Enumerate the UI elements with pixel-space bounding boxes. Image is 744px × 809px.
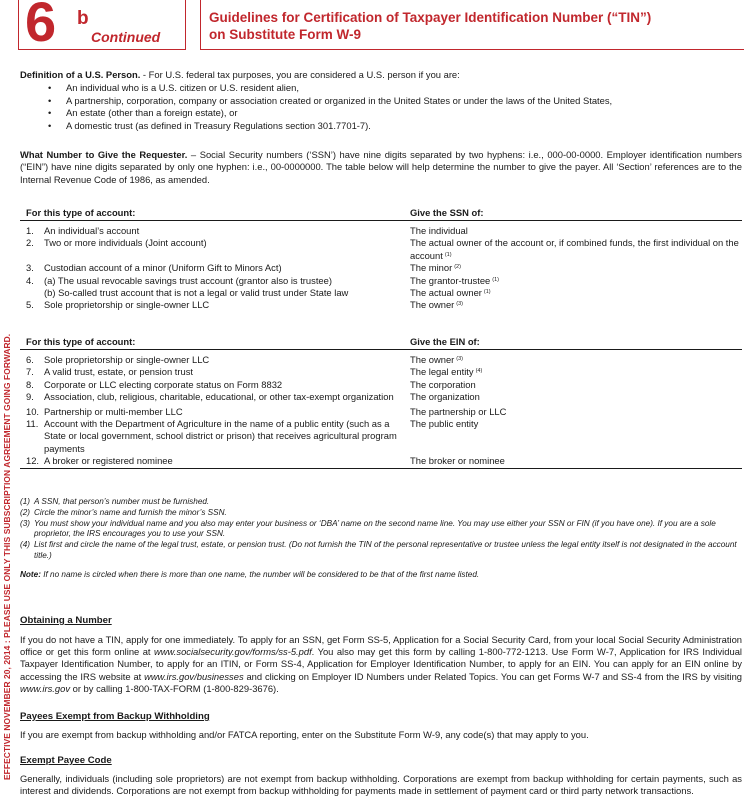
ein-col-give: Give the EIN of: (410, 336, 480, 347)
row-give-text: The partnership or LLC (410, 405, 507, 417)
footnote-text: Circle the minor’s name and furnish the minor’s SSN. (34, 507, 227, 517)
definition-section (20, 69, 742, 132)
section-letter: b (77, 8, 89, 29)
ssn-table (20, 206, 742, 312)
row-give-text: The public entity (410, 418, 479, 430)
row-footnote-ref: (3) (456, 301, 464, 308)
definition-list (20, 82, 742, 132)
row-footnote-ref: (2) (454, 264, 461, 271)
section-badge (18, 0, 186, 53)
row-footnote-ref: (1) (492, 276, 499, 283)
effective-date-sidebar (0, 240, 14, 780)
row-number: 8. (26, 378, 34, 390)
definition-item: • A domestic trust (as defined in Treasury Regulations section 301.7701-7). (66, 120, 742, 132)
irs-businesses-link[interactable]: www.irs.gov/businesses (144, 670, 244, 682)
row-give (410, 455, 742, 467)
row-account: (a) The usual revocable savings trust account (grantor also is trustee) (44, 274, 332, 286)
row-number: 10. (26, 405, 40, 417)
footnote (20, 540, 744, 562)
table-row (20, 225, 742, 237)
ein-table-header (20, 335, 742, 350)
obtaining-text-1: If you do not have a TIN, apply for one immediately. To apply for an SSN, get Form SS-5, Application for a Social Security Card, from your local Social Security Administration office or get this form online at (20, 633, 742, 658)
footnote (20, 508, 744, 519)
row-give-text: The actual owner of the account or, if combined funds, the first individual on the account (410, 237, 739, 261)
row-account: An individual’s account (44, 225, 140, 236)
row-give (410, 366, 742, 378)
row-give (410, 354, 742, 366)
row-give (410, 237, 742, 262)
row-account: Association, club, religious, charitable, educational, or other tax-exempt organization (44, 391, 394, 403)
row-number: 2. (26, 237, 34, 249)
row-give (410, 299, 742, 311)
row-give (410, 379, 742, 391)
obtaining-section (20, 615, 742, 696)
row-give-text: The actual owner (410, 287, 482, 299)
payees-section (20, 711, 742, 741)
table-row (20, 237, 742, 262)
row-number: 9. (26, 391, 34, 403)
row-account: Account with the Department of Agriculture in the name of a public entity (such as a State or local government, school district or prison) that receives agricultural program payments (44, 418, 397, 454)
row-number: 5. (26, 299, 34, 311)
table-row (20, 391, 742, 403)
row-give-text: The organization (410, 391, 480, 403)
note-text: If no name is circled when there is more than one name, the number will be considered to be that of the first name listed. (40, 569, 480, 579)
ssn-col-give: Give the SSN of: (410, 207, 484, 218)
row-give (410, 287, 742, 299)
row-footnote-ref: (1) (483, 289, 491, 296)
section-number: 6 (25, 0, 57, 53)
footnote (20, 497, 744, 508)
footnote-number: (1) (20, 497, 31, 506)
row-footnote-ref: (1) (444, 251, 452, 258)
row-give-text: The corporation (410, 378, 476, 390)
obtaining-heading: Obtaining a Number (20, 615, 112, 626)
row-give-text: The broker or nominee (410, 455, 505, 467)
row-account: Custodian account of a minor (Uniform Gift to Minors Act) (44, 262, 282, 274)
ssn-col-account: For this type of account: (26, 207, 136, 218)
footnote-text: A SSN, that person’s number must be furnished. (34, 497, 210, 506)
obtaining-text (20, 634, 742, 696)
table-row (20, 455, 742, 467)
requester-text: – Social Security numbers (‘SSN’) have nine digits separated by two hyphens: i.e., 000-00-0000. Employer identification numbers (“EIN”) have nine digits separated by only one hyphen: i.e., 00-0000000. The table below will help determine the number to give the payer. All ‘Section’ references are to the Internal Revenue Code of 1986, as amended. (20, 149, 742, 185)
definition-intro (20, 69, 742, 81)
note-line (20, 570, 744, 581)
footnote-number: (2) (20, 507, 31, 517)
section-continued: Continued (91, 29, 161, 45)
definition-label: Definition of a U.S. Person. (20, 69, 141, 80)
row-give (410, 275, 742, 287)
row-number: 7. (26, 366, 34, 378)
row-account: Two or more individuals (Joint account) (44, 237, 207, 249)
ein-table (20, 335, 742, 469)
row-account: (b) So-called trust account that is not a legal or valid trust under State law (44, 287, 349, 299)
row-give (410, 391, 742, 403)
exempt-section (20, 755, 742, 797)
row-give (410, 418, 742, 455)
table-bottom-rule (20, 468, 742, 469)
ssn-table-header (20, 206, 742, 221)
row-give-text: The minor (410, 262, 453, 274)
table-row (20, 379, 742, 391)
payees-heading: Payees Exempt from Backup Withholding (20, 711, 210, 722)
row-footnote-ref: (4) (475, 368, 483, 375)
requester-section (20, 149, 742, 186)
row-account: A broker or registered nominee (44, 455, 173, 467)
row-give (410, 262, 742, 274)
table-row (20, 287, 742, 299)
footnotes (20, 497, 744, 581)
table-row (20, 418, 742, 455)
row-give-text: The owner (410, 299, 455, 311)
row-number (20, 287, 44, 299)
row-give-text: The grantor-trustee (410, 274, 491, 286)
obtaining-text-3: and clicking on Employer ID Numbers under Related Topics. You can get Forms W-7 and SS-4 from the IRS by visiting (243, 670, 742, 682)
footnote-number: (3) (20, 518, 31, 528)
payees-text: If you are exempt from backup withholding and/or FATCA reporting, enter on the Substitute Form W-9, any code(s) that may apply to you. (20, 728, 589, 740)
row-number: 6. (26, 354, 34, 365)
row-give-text: The legal entity (410, 366, 474, 378)
table-row (20, 366, 742, 378)
row-footnote-ref: (3) (456, 356, 464, 362)
note-label: Note: (20, 569, 41, 579)
row-give (410, 225, 742, 237)
requester-label: What Number to Give the Requester. (20, 149, 188, 160)
row-account: A valid trust, estate, or pension trust (44, 366, 194, 378)
footnote (20, 519, 744, 541)
row-number: 3. (26, 262, 34, 274)
exempt-heading: Exempt Payee Code (20, 755, 112, 766)
row-account: Corporate or LLC electing corporate status on Form 8832 (44, 378, 283, 390)
row-account: Sole proprietorship or single-owner LLC (44, 299, 210, 311)
page-title (209, 10, 651, 44)
obtaining-text-4: or by calling 1-800-TAX-FORM (1-800-829-3676). (70, 683, 279, 695)
footnote-text: List first and circle the name of the legal trust, estate, or pension trust. (Do not furnish the TIN of the personal representative or trustee unless the legal entity itself is not designated in the account title.) (34, 540, 737, 561)
sidebar-text: EFFECTIVE NOVEMBER 20, 2014 : PLEASE USE ONLY THIS SUBSCRIPTION AGREEMENT GOING FORWARD. (2, 333, 12, 780)
irs-link[interactable]: www.irs.gov (20, 683, 71, 695)
row-account: Sole proprietorship or single-owner LLC (44, 354, 210, 365)
ein-col-account: For this type of account: (26, 336, 136, 347)
definition-item: • An estate (other than a foreign estate), or (66, 107, 742, 119)
row-give (410, 406, 742, 418)
footnote-number: (4) (20, 540, 31, 550)
definition-item: • An individual who is a U.S. citizen or U.S. resident alien, (66, 82, 742, 94)
row-give-text: The individual (410, 225, 468, 236)
table-row (20, 275, 742, 287)
title-line-1: Guidelines for Certification of Taxpayer Identification Number (“TIN”) (209, 10, 652, 25)
row-number: 1. (26, 225, 34, 236)
row-account: Partnership or multi-member LLC (44, 405, 183, 417)
table-row (20, 354, 742, 366)
row-number: 12. (26, 455, 40, 467)
row-number: 11. (26, 418, 39, 430)
obtaining-text-2: . You also may get this form by calling 1-800-772-1213. Use Form W-7, Application for IRS Individual Taxpayer Identification Number, to apply for an ITIN, or Form SS-4, Application for Employer Identification Number, to apply for an EIN. You can apply for an EIN online by accessing the IRS website at (20, 646, 742, 682)
table-row (20, 262, 742, 274)
row-give-text: The owner (410, 354, 455, 365)
title-line-2: on Substitute Form W-9 (209, 26, 361, 42)
footnote-text: You must show your individual name and you also may enter your business or ‘DBA’ name on the second name line. You may use either your SSN or FIN (if you have one). If you are a sole proprietor, the IRS encourages you to use your SSN. (34, 518, 716, 539)
definition-text: - For U.S. federal tax purposes, you are considered a U.S. person if you are: (140, 69, 460, 80)
row-number: 4. (26, 274, 34, 286)
table-row (20, 406, 742, 418)
ss5-link[interactable]: www.socialsecurity.gov/forms/ss-5.pdf (153, 646, 312, 658)
title-box (200, 0, 744, 50)
table-row (20, 299, 742, 311)
definition-item: • A partnership, corporation, company or association created or organized in the United States or under the laws of the United States, (66, 95, 742, 107)
exempt-text: Generally, individuals (including sole proprietors) are not exempt from backup withholding. Corporations are exempt from backup withholding for certain payments, such as interest and dividends. Corporations are not exempt from backup withholding for payments made in settlement of payment card or third party network transactions. (20, 772, 742, 797)
